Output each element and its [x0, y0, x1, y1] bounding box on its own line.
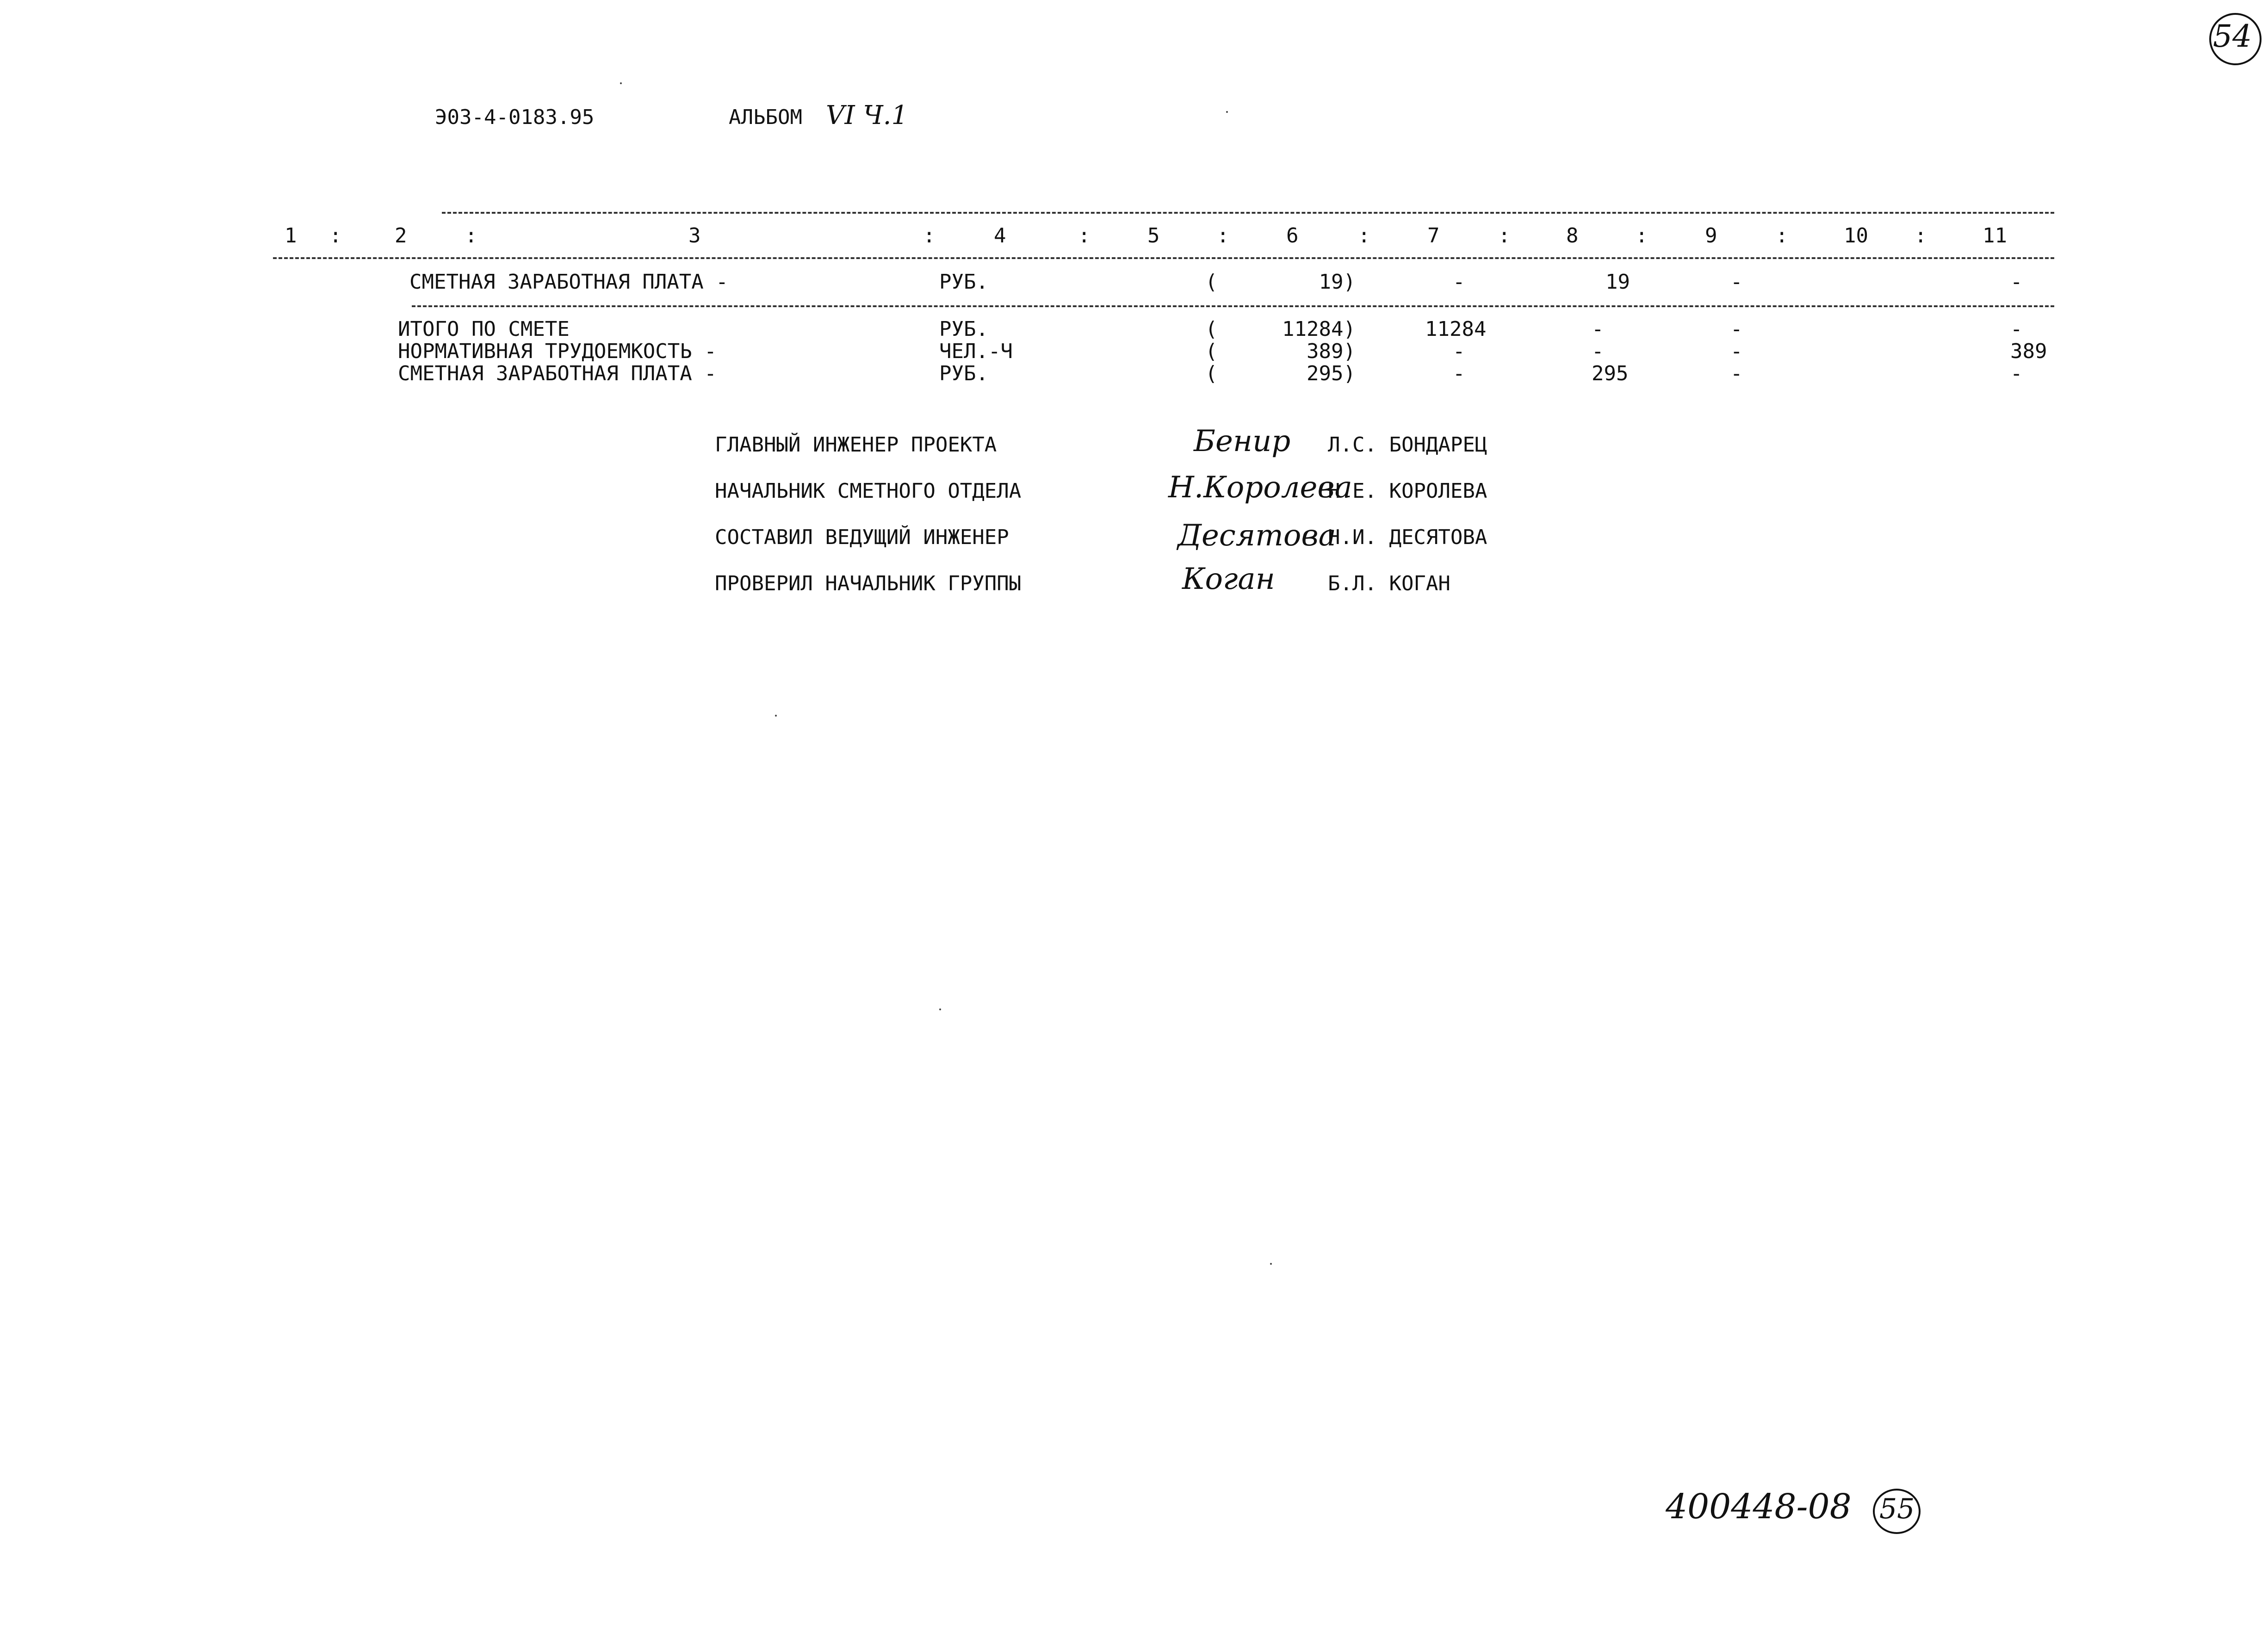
row-unit: ЧЕЛ.-Ч	[939, 340, 1013, 363]
row-paren: (	[1205, 362, 1218, 385]
signature-role: ПРОВЕРИЛ НАЧАЛЬНИК ГРУППЫ	[715, 572, 1022, 595]
row-unit: РУБ.	[939, 317, 988, 341]
col-header-2: 2	[395, 224, 407, 247]
handwritten-signature: Н.Королева	[1168, 470, 1352, 505]
col-separator: :	[1358, 224, 1370, 247]
row-col11: -	[2010, 362, 2023, 385]
row-paren: (	[1205, 340, 1218, 363]
row-col6: 389)	[1307, 340, 1356, 363]
row-col8: -	[1592, 317, 1604, 341]
scan-speck	[939, 1008, 941, 1010]
row-col8: 295	[1592, 362, 1629, 385]
row-col7: -	[1453, 362, 1465, 385]
row-col9: -	[1730, 362, 1743, 385]
row-col6: 11284)	[1282, 317, 1356, 341]
album-label: АЛЬБОМ	[729, 105, 802, 129]
row-unit: РУБ.	[939, 270, 988, 294]
col-separator: :	[1498, 224, 1511, 247]
document-code: Э03-4-0183.95	[435, 105, 595, 129]
row-col9: -	[1730, 340, 1743, 363]
row-col7: -	[1453, 340, 1465, 363]
signer-name: Л.С. БОНДАРЕЦ	[1328, 433, 1487, 457]
row-col8: 19	[1605, 270, 1630, 294]
row-col9: -	[1730, 317, 1743, 341]
row-col8: -	[1592, 340, 1604, 363]
row-col11: -	[2010, 270, 2023, 294]
row-col9: -	[1730, 270, 1743, 294]
row-col11: 389	[2010, 340, 2047, 363]
signer-name: Н.Е. КОРОЛЕВА	[1328, 479, 1487, 503]
col-header-3: 3	[688, 224, 701, 247]
row-name: НОРМАТИВНАЯ ТРУДОЕМКОСТЬ -	[398, 340, 717, 363]
col-separator: :	[1078, 224, 1091, 247]
col-header-9: 9	[1705, 224, 1717, 247]
row-col6: 295)	[1307, 362, 1356, 385]
col-separator: :	[1776, 224, 1788, 247]
scan-speck	[775, 715, 777, 717]
scan-speck	[620, 82, 622, 84]
corner-page-number: 54	[2213, 19, 2252, 54]
col-header-10: 10	[1844, 224, 1868, 247]
col-header-5: 5	[1147, 224, 1160, 247]
row-paren: (	[1205, 317, 1218, 341]
col-header-8: 8	[1566, 224, 1579, 247]
signer-name: Б.Л. КОГАН	[1328, 572, 1450, 595]
row-col6: 19)	[1319, 270, 1356, 294]
row-col7: 11284	[1425, 317, 1487, 341]
col-header-11: 11	[1983, 224, 2007, 247]
row-col7: -	[1453, 270, 1465, 294]
row-col11: -	[2010, 317, 2023, 341]
signature-role: НАЧАЛЬНИК СМЕТНОГО ОТДЕЛА	[715, 479, 1022, 503]
scan-speck	[1226, 111, 1228, 113]
album-handwritten: VI Ч.1	[826, 100, 908, 130]
row-unit: РУБ.	[939, 362, 988, 385]
col-header-4: 4	[994, 224, 1006, 247]
col-separator: :	[1915, 224, 1927, 247]
row-name: ИТОГО ПО СМЕТЕ	[398, 317, 570, 341]
col-separator: :	[329, 224, 342, 247]
handwritten-signature: Бенир	[1194, 424, 1291, 458]
row-name: СМЕТНАЯ ЗАРАБОТНАЯ ПЛАТА -	[409, 270, 728, 294]
col-separator: :	[1217, 224, 1229, 247]
table-top-rule	[442, 212, 2054, 214]
handwritten-signature: Коган	[1182, 562, 1275, 596]
signature-role: ГЛАВНЫЙ ИНЖЕНЕР ПРОЕКТА	[715, 433, 997, 457]
signature-role: СОСТАВИЛ ВЕДУЩИЙ ИНЖЕНЕР	[715, 526, 1009, 549]
signer-name: Н.И. ДЕСЯТОВА	[1328, 526, 1487, 549]
row-name: СМЕТНАЯ ЗАРАБОТНАЯ ПЛАТА -	[398, 362, 717, 385]
col-header-7: 7	[1427, 224, 1440, 247]
col-separator: :	[465, 224, 477, 247]
col-header-1: 1	[285, 224, 297, 247]
col-separator: :	[1636, 224, 1648, 247]
table-section-rule	[412, 305, 2054, 307]
table-header-rule	[273, 257, 2054, 259]
col-separator: :	[923, 224, 936, 247]
scan-speck	[1270, 1263, 1272, 1265]
inventory-number: 400448-08	[1666, 1487, 1852, 1527]
handwritten-signature: Десятова	[1177, 519, 1336, 553]
row-paren: (	[1205, 270, 1218, 294]
footer-page-number: 55	[1879, 1493, 1915, 1525]
col-header-6: 6	[1286, 224, 1299, 247]
